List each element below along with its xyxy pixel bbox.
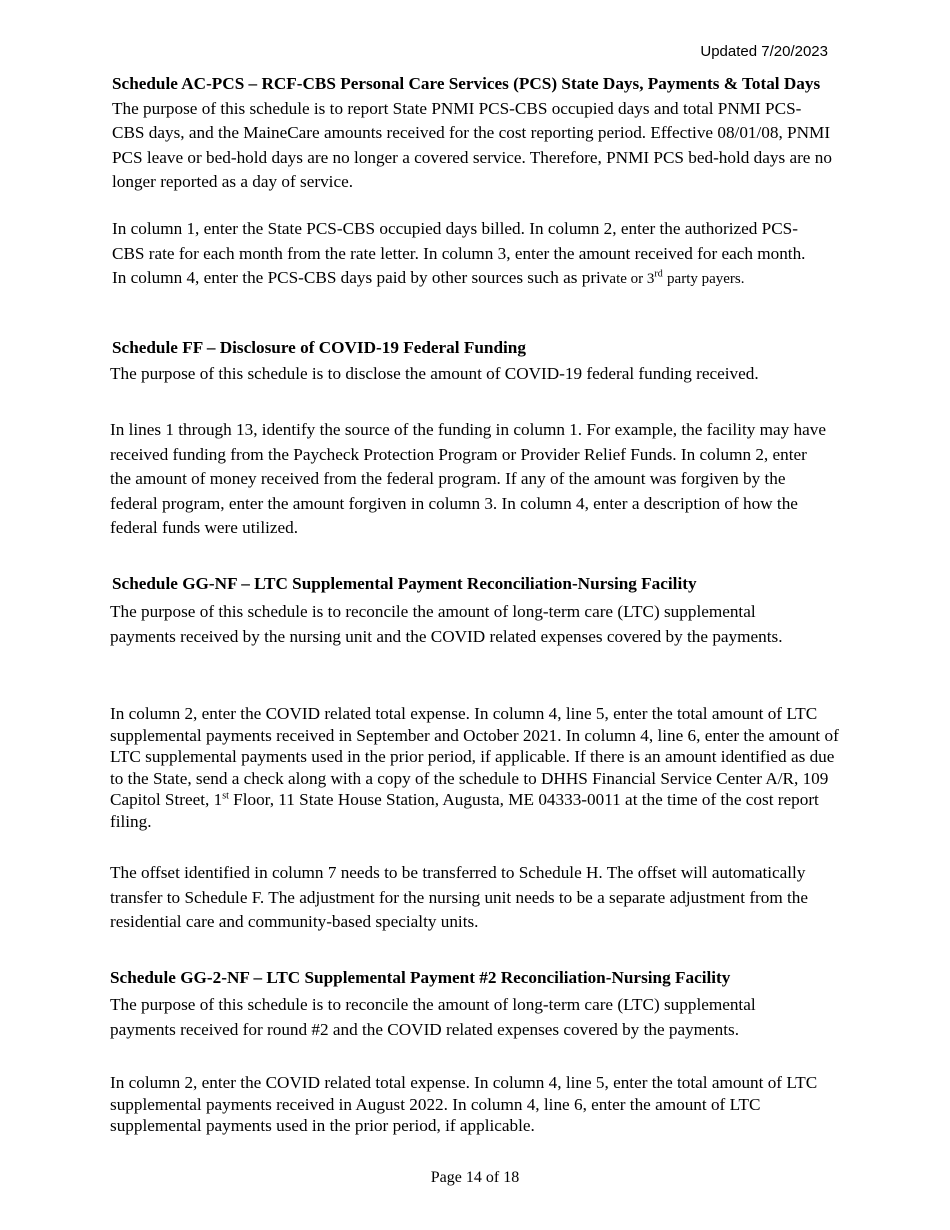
instructions-text: In column 2, enter the COVID related total expense. In column 4, line 5, enter the total amount of LTC supplemental payments received in September and October 2021. In column 4, line 6, enter the amount of LTC supplemental payments used in the prior period, if applicable. If there is an amount identified as due to the State, send a check along with a copy of the schedule to DHHS Financial Service Center A/R, 109 Capitol Street, 1 [110, 704, 839, 809]
updated-date: Updated 7/20/2023 [700, 43, 828, 60]
instructions-text: party payers. [667, 271, 745, 287]
section-title: Schedule AC-PCS – RCF-CBS Personal Care Services (PCS) State Days, Payments & Total Days [112, 74, 821, 93]
section-instructions [110, 703, 850, 832]
instructions-text: In column 1, enter the State PCS-CBS occupied days billed. In column 2, enter the authorized PCS-CBS rate for each month from the rate letter. In column 3, enter the amount received for each month. In column 4, enter the PCS-CBS days paid by other sources such as priv [112, 219, 806, 287]
section-purpose: The purpose of this schedule is to reconcile the amount of long-term care (LTC) supplemental payments received for round #2 and the COVID related expenses covered by the payments. [110, 995, 756, 1039]
section-purpose: The purpose of this schedule is to disclose the amount of COVID-19 federal funding received. [110, 364, 759, 383]
section-title: Schedule FF – Disclosure of COVID-19 Federal Funding [112, 338, 526, 357]
section-title: Schedule GG-2-NF – LTC Supplemental Payment #2 Reconciliation-Nursing Facility [110, 968, 731, 987]
section-instructions: In lines 1 through 13, identify the source of the funding in column 1. For example, the facility may have received funding from the Paycheck Protection Program or Provider Relief Funds. In column 2, enter the amount of money received from the federal program. If any of the amount was forgiven by the federal program, enter the amount forgiven in column 3. In column 4, enter a description of how the federal funds were utilized. [110, 420, 826, 537]
section-purpose: The purpose of this schedule is to report State PNMI PCS-CBS occupied days and total PNMI PCS-CBS days, and the MaineCare amounts received for the cost reporting period. Effective 08/01/08, PNMI PCS leave or bed-hold days are no longer a covered service. Therefore, PNMI PCS bed-hold days are no longer reported as a day of service. [112, 98, 832, 191]
page-number: Page 14 of 18 [430, 1169, 520, 1186]
section-ac-pcs-instructions [112, 217, 824, 292]
section-title: Schedule GG-NF – LTC Supplemental Payment Reconciliation-Nursing Facility [112, 574, 697, 593]
section-instructions: In column 2, enter the COVID related total expense. In column 4, line 5, enter the total amount of LTC supplemental payments received in August 2022. In column 4, line 6, enter the amount of LTC supplemental payments used in the prior period, if applicable. [110, 1073, 818, 1135]
superscript: rd [654, 268, 663, 280]
section-offset-note: The offset identified in column 7 needs to be transferred to Schedule H. The offset will automatically transfer to Schedule F. The adjustment for the nursing unit needs to be a separate adjustment from the residential care and community-based specialty units. [110, 863, 809, 931]
instructions-text: Floor, 11 State House Station, Augusta, ME 04333-0011 at the time of the cost report filing. [110, 790, 819, 831]
instructions-text: ate or 3 [609, 271, 655, 287]
section-ac-pcs [112, 72, 832, 195]
superscript: st [222, 790, 229, 802]
section-purpose: The purpose of this schedule is to reconcile the amount of long-term care (LTC) supplemental payments received by the nursing unit and the COVID related expenses covered by the payments. [110, 602, 783, 646]
